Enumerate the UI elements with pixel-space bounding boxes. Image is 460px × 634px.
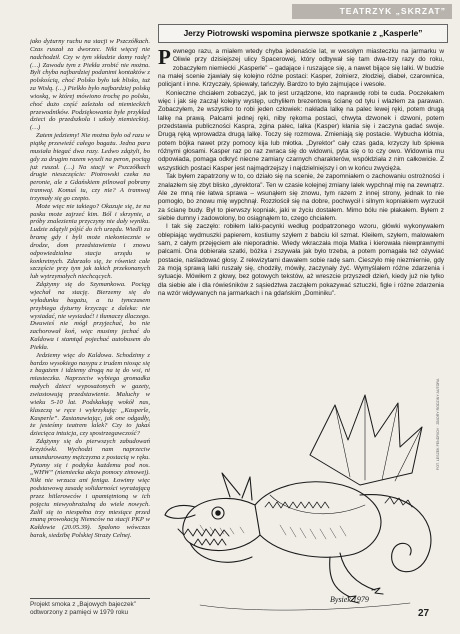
left-paragraph: jako dyżurny ruchu na stacji w Pszczółkach. Czas ruszał za dworzec. Nikt więcej nie nadchodził. Czy w tym składzie damy radę? (…) Zawodu tym z Piekła zrobić nie można. Byli chyba najbardziej podanimi kontaktów z polskością, choć Polsko było tak blisko, tuż za Wisłą. (…) Pielkło było najbardziej polską wioską, w której mówiono trochę po polsku, choć dużo część zależała od niemieckich przewodników. Podziękowania byłe przykład dzieci do przedszkola i szkoły niemieckiej. (…) <box>30 38 150 132</box>
left-column <box>30 38 150 593</box>
article-body <box>158 45 444 298</box>
photo-credit: FOT. LESZEK FENDRICH · ZBIORY RODZINY AUTORA <box>436 378 440 470</box>
article <box>158 24 448 298</box>
article-paragraph <box>158 45 444 90</box>
left-paragraph: Jedziemy więc do Kaldowa. Schodzimy z bardzo wysokiego nasypu z trudem niosąc się z bagażem i idziemy drogą na tę do wsi, ni miasteczka. Naprzeciw wybiega gromadka małych dzieci wyposażonych w gazety, zwiastowują przedstawienie. Maluchy w wieku 5-10 lat. Podskakują wokół nas, klaszczą w ręce i wykrzykują: „Kasperle, Kasperle”. Zastanawiając, jak one odgadły, że jesteśmy teatrem lalek? Czy to jakaś dziecięca intuicja, czy spostrzegawczość? <box>30 351 150 438</box>
left-paragraph: Zdążymy się do Szymankowa. Pociąg wjechał na stację. Bierzemy się do wyładunku bagażu, a tu tymczasem przybiega dyżurny krzycząc z daleka: nie wysiadać, nie wysiadać! i tłumaczy dlaczego. Dwuwieś nie mógł przyjechać, bo nie zachorował koń, więc musimy jechać do Kaldowa i stamtąd pojechać autobusem do Piekła. <box>30 281 150 351</box>
dragon-illustration <box>160 385 448 625</box>
artist-signature: Bysiek 1979 <box>330 595 369 604</box>
drop-cap: P <box>158 45 171 69</box>
section-tag: TEATRZYK „SKRZAT” <box>292 4 452 19</box>
left-paragraph: Zatem jedziemy! Nie można było od razu w piątkę przewieźć całego bagażu. Jedna para musiała biegać dwa razy. Ledwo zdążyli, bo gdy za drugim razem wyszli na peron, pociąg już ruszał. (…) Na stacji w Pszczółkach drugie nieszczęście: Piotrowski czeka na peronie, ale z Gdańskiem pilnował pobrany tramwaj. Komuś tu, czy nie? A tramwaj trzymały się go czepto. <box>30 132 150 202</box>
article-paragraph-text: ewnego razu, a miałem wtedy chyba jedenaście lat, w wesołym miasteczku na jarmarku w Oliwie przy dzisiejszej ulicy Spacerowej, który odbywał się tam dwa-trzy razy do roku, zobaczyłem niemiecki „Kasperle” – gadające i ruszające się, a nawet bijące się lalki. W budzie na małej scenie zjawiały się kolejno różne postaci: Kasper, żołnierz, złodziej, diabeł, czarownica, policjant i inne. Krzyczały, śpiewały, tańczyły. Bardzo to było zajmujące i wesołe. <box>158 48 444 89</box>
article-paragraph: Konieczne chciałem zobaczyć, jak to jest urządzone, kto naprawdę robi te cuda. Poczekałem więc i jak się zaczął kolejny występ, uchyliłem brezentową ścianę od tyłu i wlazłem za parawan. Zobaczyłem, że wszystko to robi jeden człowiek: nakłada lalkę na palec lewej ręki, potem drugą lalkę na prawą. Palcami jednej ręki, niby rękoma postaci, chwyta dzwonek i dzwoni, potem przedstawia publiczności Kaspra, zgina palec, lalka (Kasper) kłania się i zaczyna gadać swoje. Drugą ręką wprowadza drugą lalkę. Toczy się rozmowa. Zmieniają się postacie. Wybucha kłótnia, potem bójka nawet przy pomocy kija lub młotka. „Dyrektor” cały czas gada, krzyczy lub śpiewa różnymi głosami. Kasper raz po raz zwraca się do widowni, pyta się o to czy owo. Widownia mu odpowiada, pomaga odkryć niecne zamiary czarnych charakterów, współdziała z nim całkowicie. Z wszystkich postaci Kasper jest najmądrzejszy i najdzielniejszy i on w końcu zwycięża. <box>158 89 444 172</box>
article-headline: Jerzy Piotrowski wspomina pierwsze spotkanie z „Kasperle” <box>158 24 448 43</box>
left-paragraph: Zdążymy się do pierwszych zabudowań krzyżówki. Wychodzi nam naprzeciw umundurowany mężczyzna z postacią w ręku. Pytamy się i podtyka każdemu pod nos. „WHW” (niemiecka akcja pomocy zimowej). Nikt nie wrzuca ani feniga. Łowimy więc podstawową zasadę solidarności wyrażającą przez hitlerowców i upamiętnioną w ich pojęciu niewyobrażalną do wiele nowych. Żalił się to niespełna trzy miesiące przed znaną prowokacją Niemców na stacji PKP w Kałdowie (20.05.39). Spalono wówczas barak, siedzibę Polskiej Straży Celnej. <box>30 438 150 540</box>
page-number: 27 <box>418 608 430 619</box>
image-caption: Projekt smoka z „Bajowych bajeczek” odtworzony z pamięci w 1979 roku <box>30 601 136 616</box>
article-paragraph: Tak byłem zapatrzony w to, co działo się na scenie, że zapomniałem o zachowaniu ostrożności i znalazłem się zbyt blisko „dyrektora”. Ten w czasie kolejnej zmiany lalek wypchnął mię na zewnątrz. Ale ze mną nie łatwa sprawa – wsunąłem się znowu, tym razem z innej strony, jednak to nie pomogło, bo znowu mię wypchnął. Rozzłościł się na dobre, pochwycił i silnym kopniakiem wyrzucił za ścianę budy. Był to pierwszy kopniak, jaki w życiu dostałem. Mimo bólu nie płakałem. Byłem z siebie dumny i zadowolony, bo osiągnąłem to, czego chciałem. <box>158 173 444 222</box>
caption-divider <box>30 598 150 599</box>
left-paragraph: Może więc nie takiego? Okazuje się, że na pasku może zajrzeć kim. Ból i skrzynie, a próby znalezienia przyczyny nie dały wyniku. Ludzie zdążyli pójść do ich urzędu. Wiedli za bramę gdy i byli może niekoniecznie w drodze, dom przedstawienia i znowu odpowiedzialna stacja urzędu w konkretnych. Zdarzało się, że również całe szczęście przy tym jak takich przekonanych lub wytrzymałych niechcących. <box>30 202 150 281</box>
article-paragraph: I tak się zaczęło: robiłem lalki-pacynki według podpatrzonego wzoru, główki wykonywałem oblepiając wydmuszki papierem, kostiumy szyłem z babciu kil szmat. Kleiłem, szyłem, malowałem sam, z całym przejęciem ale nieporadnie. Wiedy wkraczała moja Matka i kierowała niewprawnymi palcami. Ona dobierała szatki, bóżka i zszywała jak było trzeba, a potem pomagała też ożywiać postacie, naśladować głosy. Z rekwizytami dawałem sobie radę sam. Cieszyło mię niezmiernie, gdy za moją sprawą lalki ruszały się, chodziły, mówiły, zaczynały żyć. Wymyślałem różne zdarzenia i sytuacje. Mówiłem z głowy, bez gotowych tekstów, aż wreszcie przyszedł dzień, kiedy już nie tylko dla siebie ale i dla rówieśników z sąsiedztwa zacząłem pokazywać sztuczki, figle i różne zdarzenia na wzór widywanych na jarmarkach i na gdańskim „Dominiku”. <box>158 223 444 297</box>
